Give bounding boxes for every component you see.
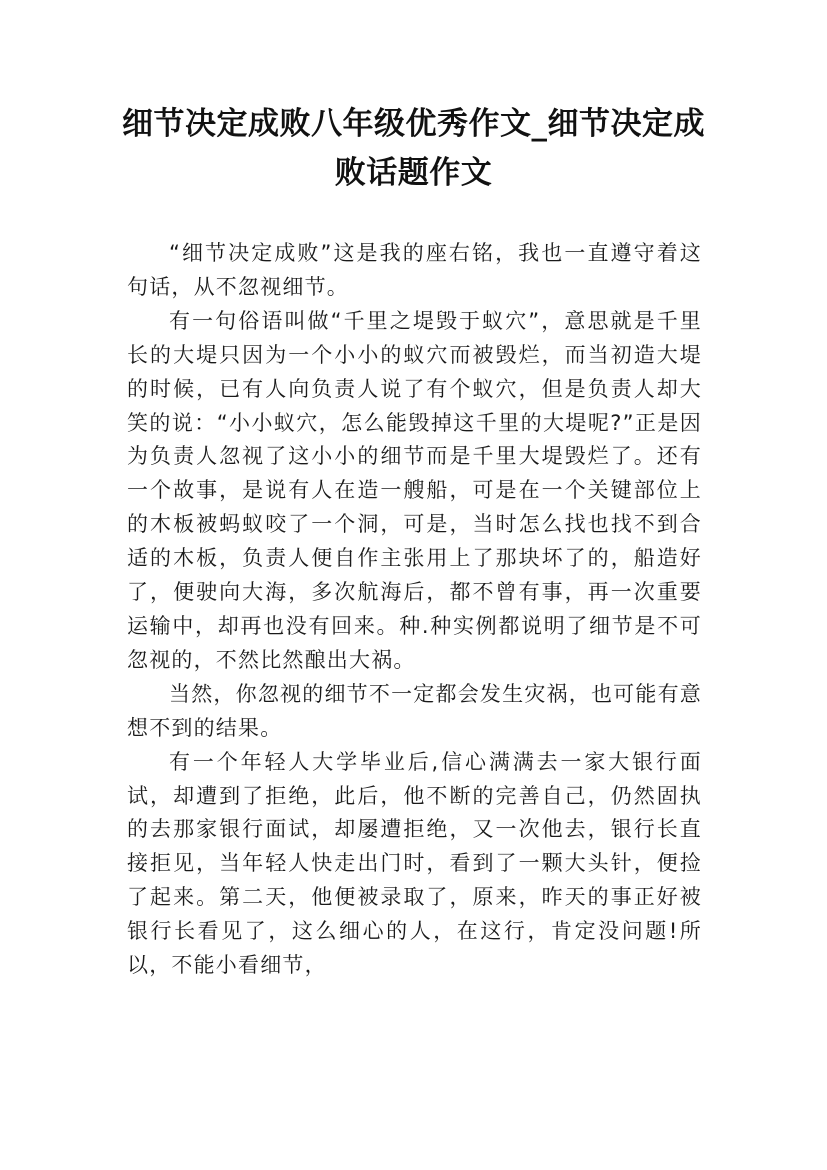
- paragraph: 有一个年轻人大学毕业后,信心满满去一家大银行面试，却遭到了拒绝，此后，他不断的完善自己，仍然固执的去那家银行面试，却屡遭拒绝，又一次他去，银行长直接拒见，当年轻人快走出门时，看到了一颗大头针，便捡了起来。第二天，他便被录取了，原来，昨天的事正好被银行长看见了，这么细心的人，在这行，肯定没问题!所以，不能小看细节，: [127, 749, 702, 978]
- document-body: [127, 237, 702, 983]
- paragraph: “细节决定成败”这是我的座右铭，我也一直遵守着这句话，从不忽视细节。: [127, 241, 702, 299]
- paragraph: 当然，你忽视的细节不一定都会发生灾祸，也可能有意想不到的结果。: [127, 681, 702, 740]
- document-title: 细节决定成败八年级优秀作文_细节决定成败话题作文: [122, 106, 705, 191]
- paragraph: 有一句俗语叫做“千里之堤毁于蚁穴”，意思就是千里长的大堤只因为一个小小的蚁穴而被毁烂，而当初造大堤的时候，已有人向负责人说了有个蚁穴，但是负责人却大笑的说：“小小蚁穴，怎么能毁掉这千里的大堤呢?”正是因为负责人忽视了这小小的细节而是千里大堤毁烂了。还有一个故事，是说有人在造一艘船，可是在一个关键部位上的木板被蚂蚁咬了一个洞，可是，当时怎么找也找不到合适的木板，负责人便自作主张用上了那块坏了的，船造好了，便驶向大海，多次航海后，都不曾有事，再一次重要运输中，却再也没有回来。种.种实例都说明了细节是不可忽视的，不然比然酿出大祸。: [127, 308, 702, 672]
